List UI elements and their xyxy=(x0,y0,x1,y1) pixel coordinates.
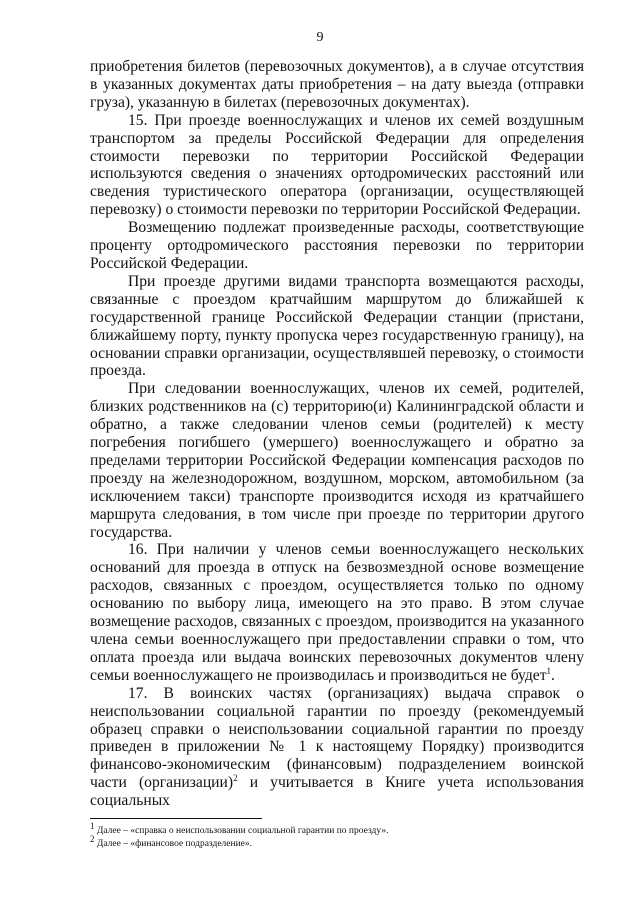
footnote-divider xyxy=(90,818,262,819)
paragraph-other-transport: При проезде другими видами транспорта возмещаются расходы, связанные с проездом кратчайшим маршрутом до ближайшей к государственной границе Российской Федерации станции (пристани, ближайшему порту, пункту пропуска через государственную границу), на основании справки организации, осуществлявшей перевозку, о стоимости проезда. xyxy=(90,272,584,380)
footnote-ref-1: 1 xyxy=(546,665,552,676)
page-number: 9 xyxy=(316,30,324,45)
footnote-1-mark: 1 xyxy=(90,820,95,831)
paragraph-continuation: приобретения билетов (перевозочных документов), а в случае отсутствия в указанных документах даты приобретения – на дату выезда (отправки груза), указанную в билетах (перевозочных документах). xyxy=(90,58,584,111)
footnote-ref-2: 2 xyxy=(233,773,238,784)
paragraph-kaliningrad: При следовании военнослужащих, членов их семей, родителей, близких родственников на (с) территорию(и) Калининградской области и обратно, а также следовании членов семьи (родителей) к месту погребения погибшего (умершего) военнослужащего и обратно за пределами территории Российской Федерации компенсация расходов по проезду на железнодорожном, воздушном, морском, автомобильном (за исключением такси) транспорте производится исходя из кратчайшего маршрута следования, в том числе при проезде по территории другого государства. xyxy=(90,380,584,541)
footnote-2-mark: 2 xyxy=(90,833,95,844)
paragraph-item-16-text: 16. При наличии у членов семьи военнослужащего нескольких оснований для проезда в отпуск на безвозмездной основе возмещение расходов, связанных с проездом, осуществляется только по одному основанию по выбору лица, имеющего на это право. В этом случае возмещение расходов, связанных с проездом, производится на указанного члена семьи военнослужащего при предоставлении справки о том, что оплата проезда или выдача воинских перевозочных документов члену семьи военнослужащего не производилась и производиться не будет xyxy=(90,541,584,684)
sentence-period: . xyxy=(551,666,555,684)
paragraph-item-17 xyxy=(90,685,584,810)
paragraph-item-17-text: 17. В воинских частях (организациях) выдача справок о неиспользовании социальной гарантии по проезду (рекомендуемый образец справки о неиспользовании социальной гарантии по проезду приведен в приложении № 1 к настоящему Порядку) производится финансово-экономическим (финансовым) подразделением воинской части (организации) xyxy=(90,684,584,792)
paragraph-item-16 xyxy=(90,541,584,684)
document-body xyxy=(90,58,584,810)
footnotes xyxy=(90,818,584,851)
footnote-1 xyxy=(90,820,584,838)
footnote-2 xyxy=(90,833,584,851)
paragraph-item-15: 15. При проезде военнослужащих и членов их семей воздушным транспортом за пределы Российской Федерации для определения стоимости перевозки по территории Российской Федерации используются сведения о значениях ортодромических расстояний или сведения туристического оператора (организации, осуществляющей перевозку) о стоимости перевозки по территории Российской Федерации. xyxy=(90,111,584,219)
paragraph-reimbursement: Возмещению подлежат произведенные расходы, соответствующие проценту ортодромического расстояния перевозки по территории Российской Федерации. xyxy=(90,219,584,272)
footnote-2-text: Далее – «финансовое подразделение». xyxy=(96,839,253,849)
paragraph-item-17-tail: и учитывается в Книге учета использования социальных xyxy=(90,774,584,810)
footnote-1-text: Далее – «справка о неиспользовании социальной гарантии по проезду». xyxy=(96,826,389,836)
